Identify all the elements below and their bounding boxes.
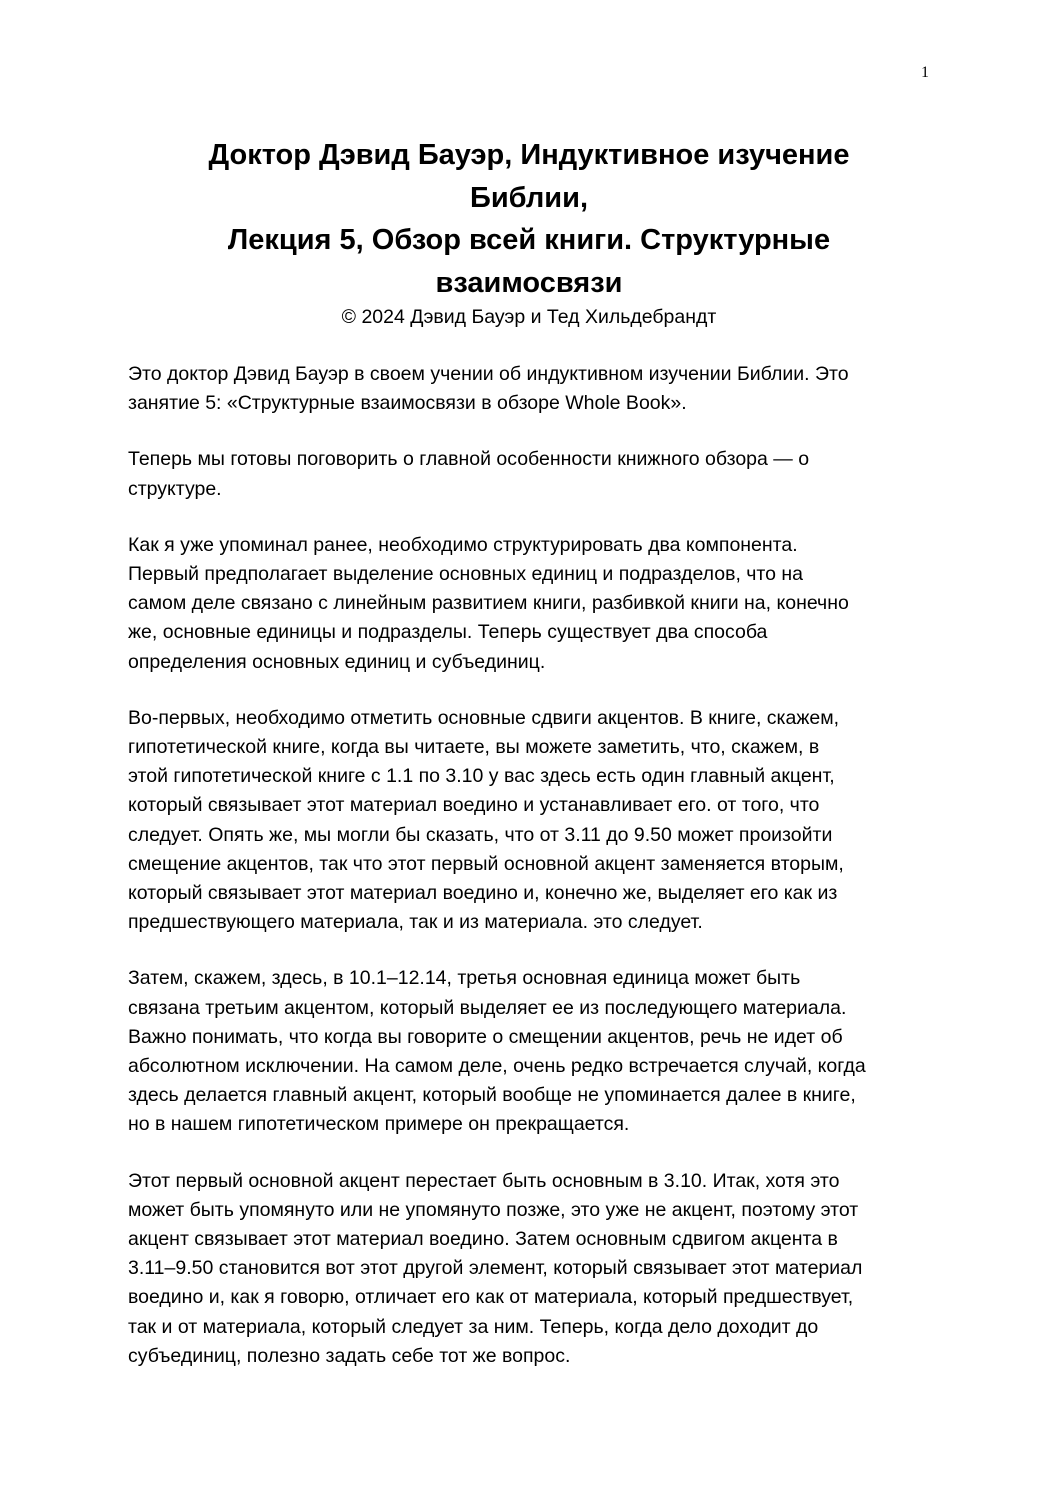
text-line: Затем, скажем, здесь, в 10.1–12.14, третья основная единица может быть [128,967,801,990]
text-line: может быть упомянуто или не упомянуто позже, это уже не акцент, поэтому этот [128,1198,859,1221]
paragraph [128,704,948,938]
text-line: Как я уже упоминал ранее, необходимо структурировать два компонента. [128,533,798,556]
text-line: самом деле связано с линейным развитием книги, разбивкой книги на, конечно [128,592,849,615]
text-line: воедино и, как я говорю, отличает его как от материала, который предшествует, [128,1286,854,1309]
text-line: этой гипотетической книге с 1.1 по 3.10 у вас здесь есть один главный акцент, [128,765,835,788]
text-line: гипотетической книге, когда вы читаете, вы можете заметить, что, скажем, в [128,736,820,759]
paragraph [128,1167,948,1371]
text-line: следует. Опять же, мы могли бы сказать, что от 3.11 до 9.50 может произойти [128,823,833,846]
paragraph [128,445,948,503]
text-line: который связывает этот материал воедино и, конечно же, выделяет его как из [128,882,838,905]
paragraph [128,964,948,1139]
text-line: занятие 5: «Структурные взаимосвязи в обзоре Whole Book». [128,392,687,415]
copyright-line: © 2024 Дэвид Бауэр и Тед Хильдебрандт [341,306,717,328]
text-line: здесь делается главный акцент, который вообще не упоминается далее в книге, [128,1084,856,1107]
paragraph [128,360,948,418]
text-line: Теперь мы готовы поговорить о главной особенности книжного обзора — о [128,448,810,471]
text-line: но в нашем гипотетическом примере он прекращается. [128,1113,630,1136]
text-line: предшествующего материала, так и из материала. это следует. [128,911,703,934]
text-line: связана третьим акцентом, который выделяет ее из последующего материала. [128,996,847,1019]
title-line: Доктор Дэвид Бауэр, Индуктивное изучение [208,139,850,171]
title-line: Библии, [470,181,588,214]
paragraph [128,531,948,677]
text-line: Первый предполагает выделение основных единиц и подразделов, что на [128,563,804,586]
document-title [0,134,1058,304]
title-line: Лекция 5, Обзор всей книги. Структурные [227,224,831,256]
document-body [128,360,948,1398]
text-line: Этот первый основной акцент перестает быть основным в 3.10. Итак, хотя это [128,1169,840,1192]
title-line: взаимосвязи [435,266,623,299]
text-line: структуре. [128,477,222,500]
page-number: 1 [921,64,929,81]
text-line: абсолютном исключении. На самом деле, очень редко встречается случай, когда [128,1055,866,1078]
text-line: определения основных единиц и субъединиц. [128,650,546,673]
text-line: субъединиц, полезно задать себе тот же вопрос. [128,1344,571,1367]
text-line: который связывает этот материал воедино и устанавливает его. от того, что [128,794,820,817]
text-line: акцент связывает этот материал воедино. Затем основным сдвигом акцента в [128,1228,838,1251]
text-line: Во-первых, необходимо отметить основные сдвиги акцентов. В книге, скажем, [128,706,840,729]
text-line: же, основные единицы и подразделы. Теперь существует два способа [128,621,768,644]
text-line: так и от материала, который следует за ним. Теперь, когда дело доходит до [128,1315,819,1338]
text-line: Это доктор Дэвид Бауэр в своем учении об индуктивном изучении Библии. Это [128,363,849,385]
text-line: Важно понимать, что когда вы говорите о смещении акцентов, речь не идет об [128,1025,843,1048]
text-line: смещение акцентов, так что этот первый основной акцент заменяется вторым, [128,852,844,875]
text-line: 3.11–9.50 становится вот этот другой элемент, который связывает этот материал [128,1257,863,1280]
